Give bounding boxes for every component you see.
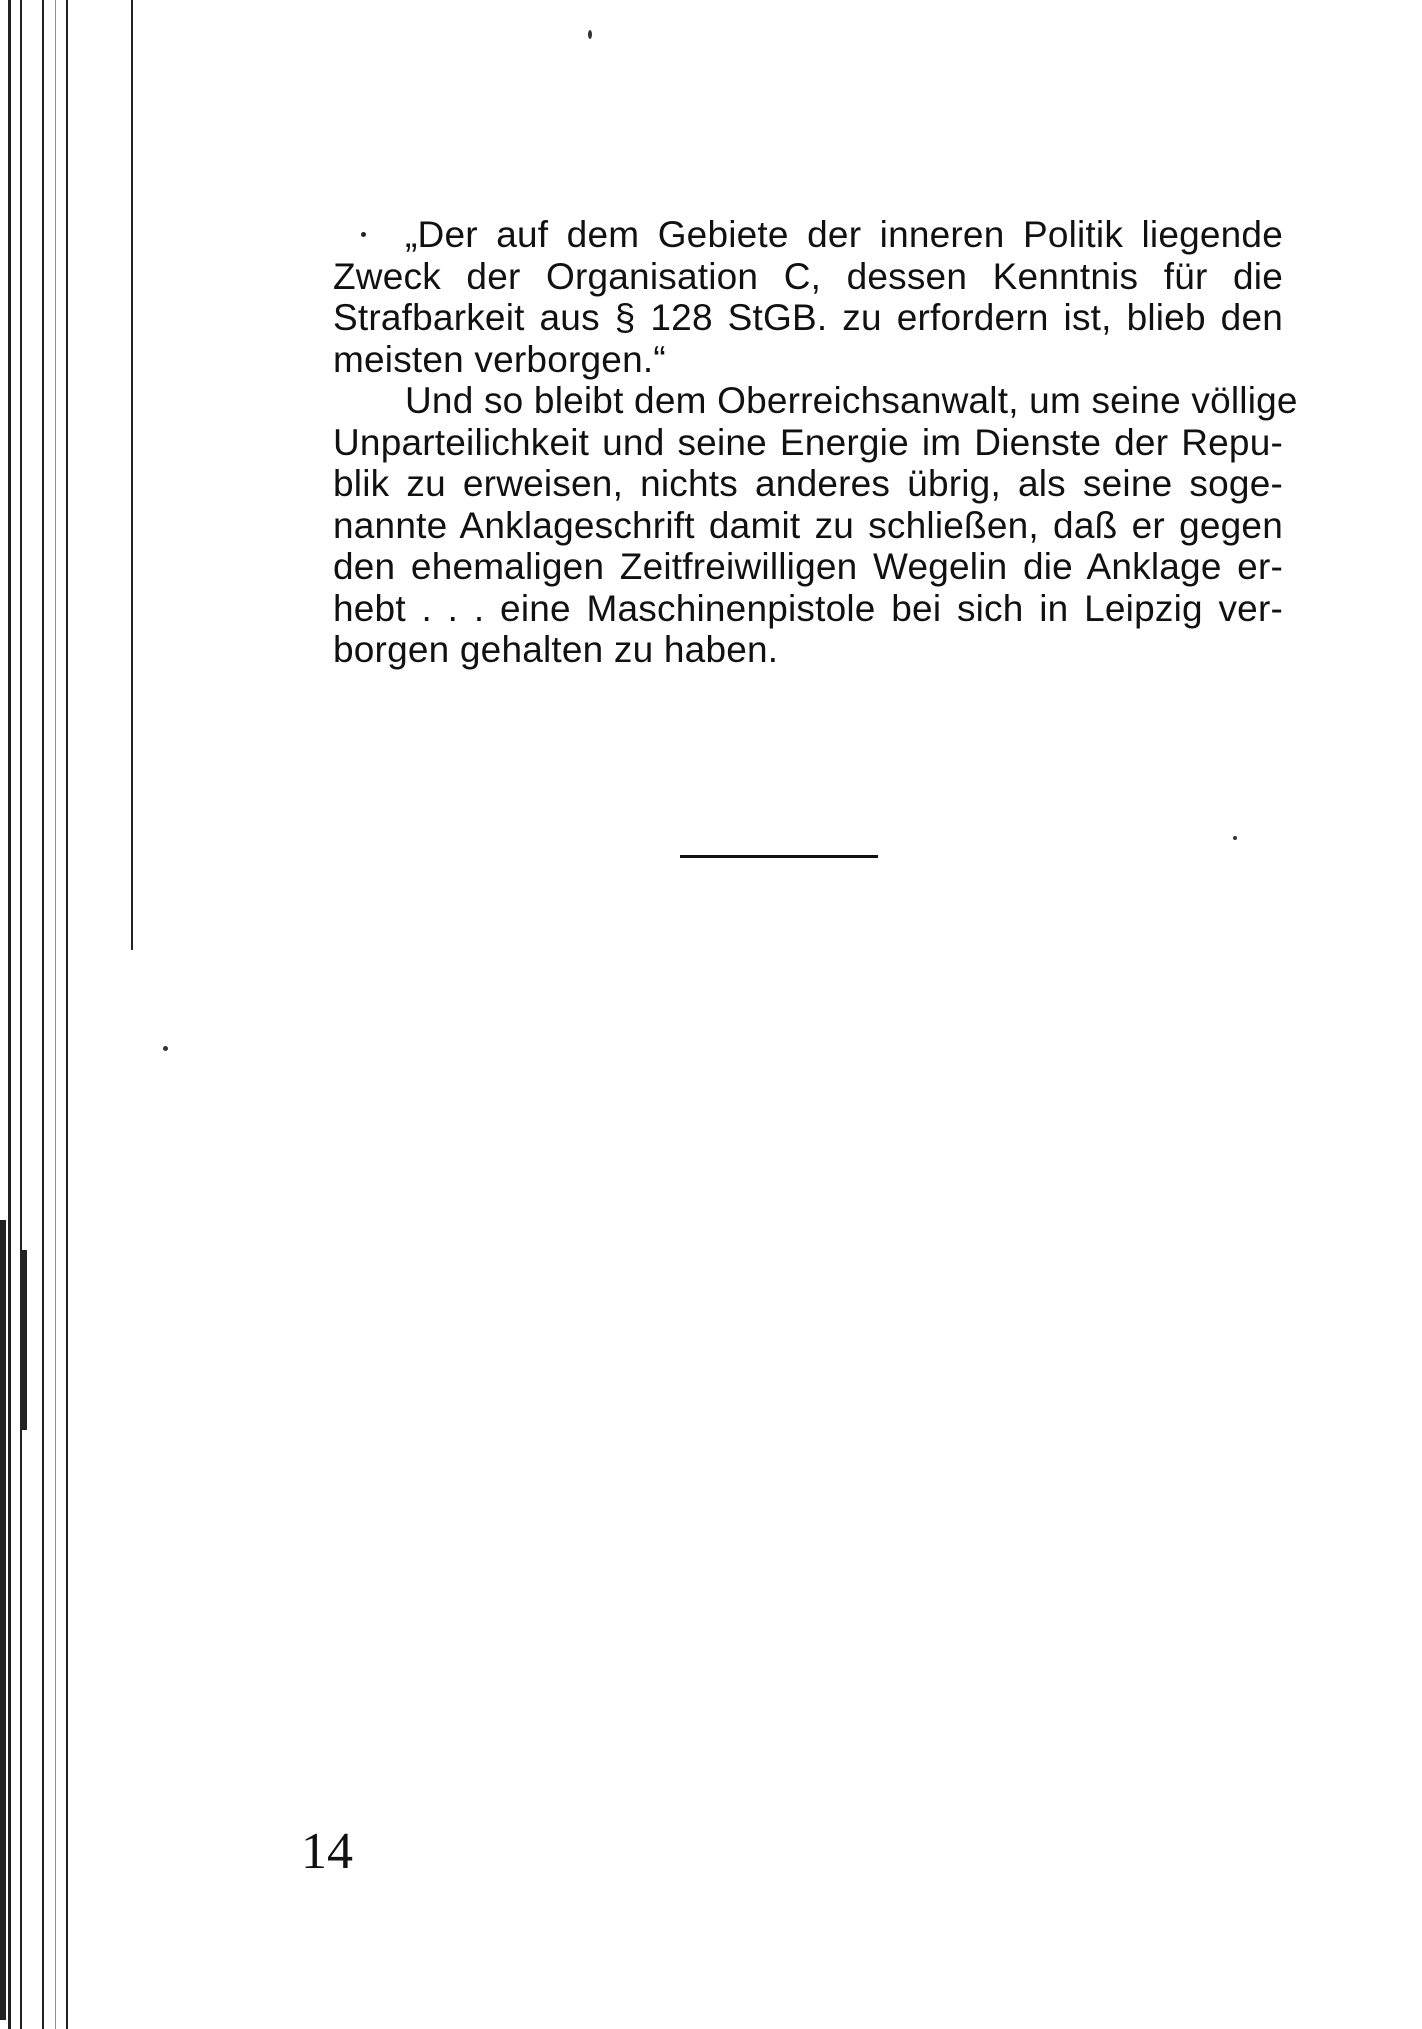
gutter-line bbox=[42, 0, 44, 2029]
text-line: Und so bleibt dem Oberreichsanwalt, um seine völlige bbox=[405, 380, 1298, 421]
section-divider bbox=[680, 855, 878, 858]
text-line: Zweck der Organisation C, dessen Kenntnis für die bbox=[333, 255, 1283, 297]
text-line: borgen gehalten zu haben. bbox=[333, 629, 779, 670]
text-line: hebt . . . eine Maschinenpistole bei sich in Leipzig ver- bbox=[333, 587, 1283, 629]
body-paragraph bbox=[333, 380, 1298, 671]
gutter-line bbox=[20, 0, 22, 2029]
text-line: den ehemaligen Zeitfreiwilligen Wegelin die Anklage er- bbox=[333, 546, 1283, 587]
print-speck bbox=[163, 1046, 168, 1051]
gutter-shadow bbox=[22, 1250, 27, 1430]
binding-edge bbox=[0, 0, 150, 2029]
text-line: blik zu erweisen, nichts anderes übrig, als seine soge- bbox=[333, 463, 1283, 504]
text-line: meisten verborgen.“ bbox=[333, 338, 666, 380]
quote-paragraph bbox=[333, 214, 1283, 380]
text-line: nannte Anklageschrift damit zu schließen, daß er gegen bbox=[333, 504, 1283, 546]
gutter-line bbox=[55, 0, 56, 2029]
gutter-shadow bbox=[0, 1220, 6, 2020]
text-line: Strafbarkeit aus § 128 StGB. zu erfordern ist, blieb den bbox=[333, 297, 1283, 338]
page-body bbox=[333, 214, 1298, 671]
gutter-line bbox=[8, 0, 11, 2029]
text-line: Unparteilichkeit und seine Energie im Dienste der Repu- bbox=[333, 421, 1283, 463]
text-line: „Der auf dem Gebiete der inneren Politik liegende bbox=[405, 214, 1283, 255]
print-speck bbox=[588, 30, 592, 39]
page-number: 14 bbox=[301, 1823, 353, 1880]
gutter-line bbox=[131, 0, 133, 950]
gutter-line bbox=[66, 0, 68, 2029]
print-speck bbox=[1233, 836, 1237, 840]
